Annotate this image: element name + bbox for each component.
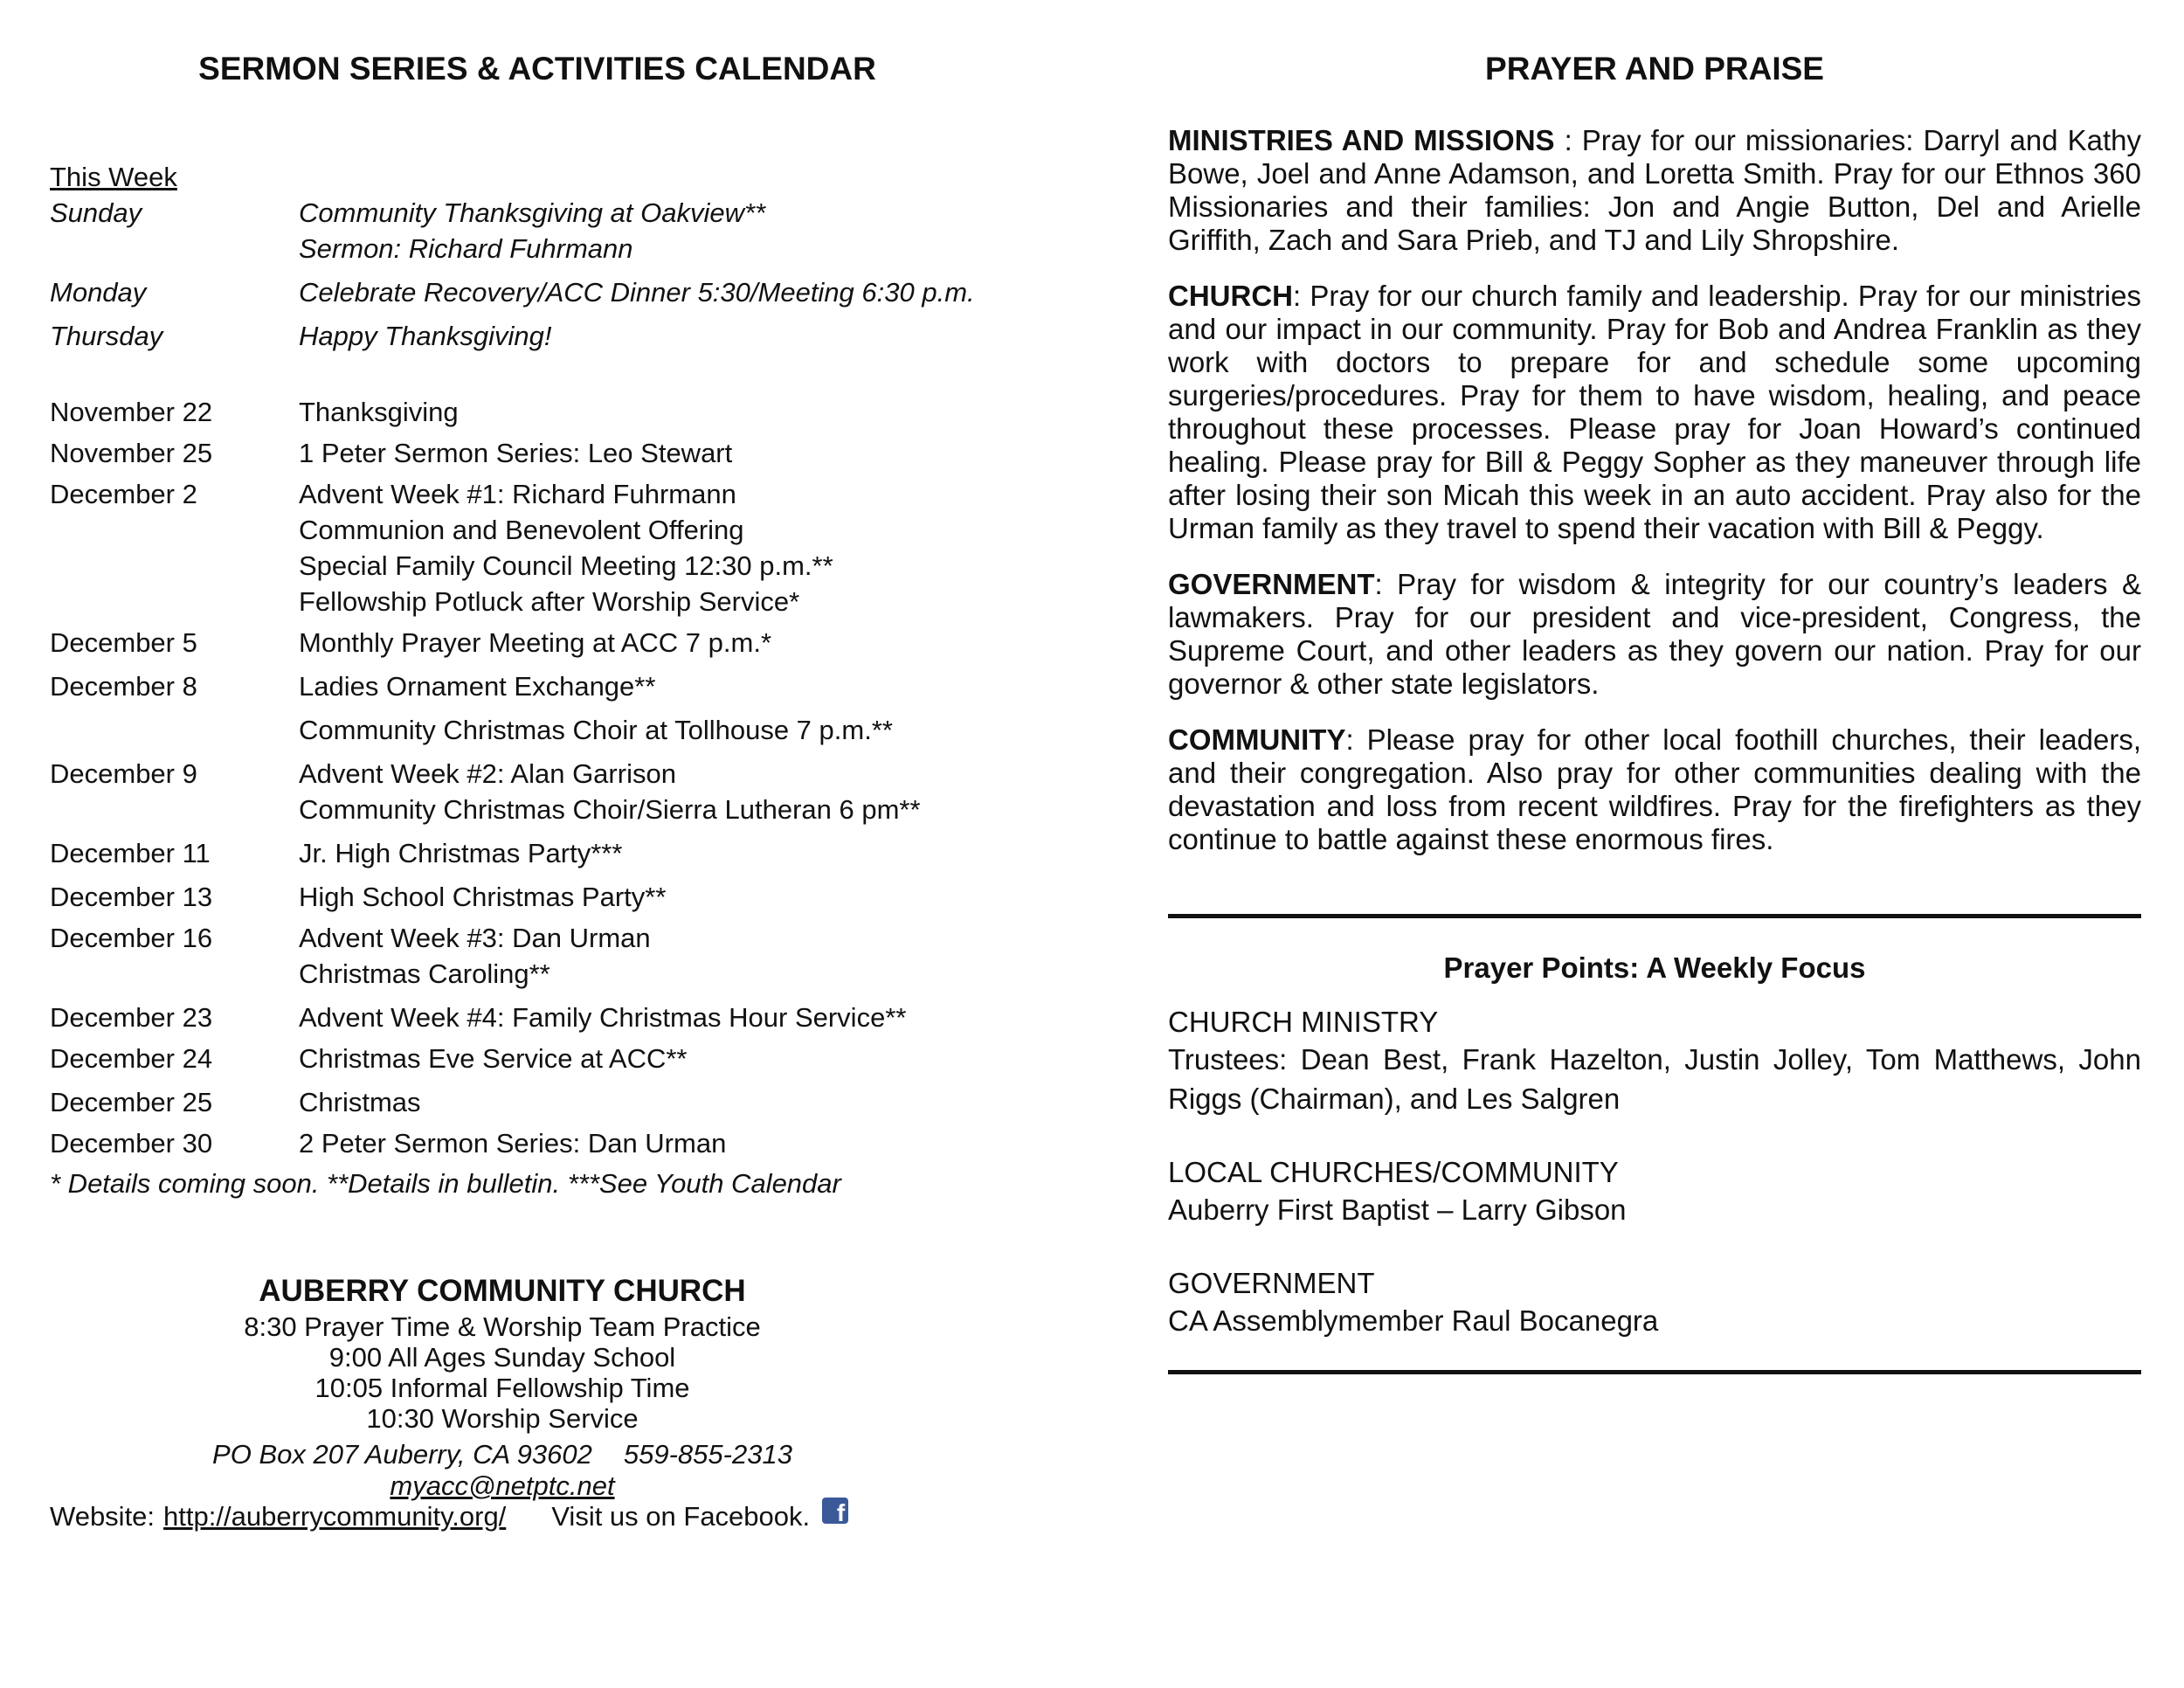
calendar-row — [50, 835, 1028, 871]
prayer-section-separator: : — [1374, 568, 1383, 600]
facebook-text: Visit us on Facebook. — [551, 1501, 811, 1532]
calendar-row — [50, 625, 1028, 661]
prayer-section-heading: CHURCH — [1168, 280, 1293, 312]
calendar-date: December 9 — [50, 758, 197, 789]
prayer-point-text: Trustees: Dean Best, Frank Hazelton, Justin Jolley, Tom Matthews, John Riggs (Chairman), and Les Salgren — [1168, 1043, 2141, 1115]
prayer-section-heading: COMMUNITY — [1168, 723, 1346, 756]
website-label: Website: — [50, 1501, 156, 1532]
prayer-section-text: Please pray for other local foothill churches, their leaders, and their congregation. Also pray for other communities dealing with the devastation and loss from recent wildfires. Pray for the firefighters as they continue to battle against these enormous fires. — [1168, 723, 2141, 855]
calendar-date: December 16 — [50, 923, 213, 953]
calendar-event: 2 Peter Sermon Series: Dan Urman — [299, 1128, 727, 1159]
calendar-event: Monthly Prayer Meeting at ACC 7 p.m.* — [299, 627, 772, 658]
calendar-row — [50, 1000, 1028, 1035]
prayer-section-text: Pray for our church family and leadership. Pray for our ministries and our impact in our community. Pray for Bob and Andrea Franklin as they work with doctors to prepare for and schedule some upcoming surgeries/procedures. Pray for them to have wisdom, healing, and peace throughout these processes. Please pray for Joan Howard’s continued healing. Please pray for Bill & Peggy Sopher as they maneuver through life after losing their son Micah this week in an auto accident. Pray also for the Urman family as they travel to spend their vacation with Bill & Peggy. — [1168, 280, 2141, 544]
calendar-date: December 30 — [50, 1128, 213, 1159]
website-link[interactable]: http://auberrycommunity.org/ — [163, 1501, 507, 1532]
this-week-day: Thursday — [50, 321, 163, 351]
prayer-section-heading: GOVERNMENT — [1168, 568, 1375, 600]
prayer-section — [1168, 568, 2141, 701]
calendar-date: November 22 — [50, 397, 213, 427]
prayer-point-text: Auberry First Baptist – Larry Gibson — [1168, 1193, 1627, 1226]
calendar-footnote: * Details coming soon. **Details in bulletin. ***See Youth Calendar — [50, 1168, 841, 1199]
calendar-date: December 11 — [50, 838, 211, 868]
church-name: AUBERRY COMMUNITY CHURCH — [259, 1274, 746, 1308]
this-week-day: Monday — [50, 277, 147, 308]
calendar-date: December 13 — [50, 882, 213, 912]
calendar-event: Community Christmas Choir at Tollhouse 7 p.m.** — [299, 715, 893, 745]
this-week-day: Sunday — [50, 197, 142, 228]
this-week-row — [50, 318, 1028, 354]
prayer-section-separator: : — [1554, 124, 1572, 156]
prayer-point-text: CA Assemblymember Raul Bocanegra — [1168, 1304, 1659, 1337]
calendar-event: Advent Week #1: Richard Fuhrmann — [299, 479, 736, 509]
prayer-section-separator: : — [1345, 723, 1354, 756]
this-week-event: Sermon: Richard Fuhrmann — [299, 233, 633, 264]
calendar-row — [50, 1084, 1028, 1120]
this-week-event: Happy Thanksgiving! — [299, 321, 552, 351]
this-week-row — [50, 274, 1028, 310]
calendar-event: Fellowship Potluck after Worship Service* — [299, 586, 800, 617]
calendar-date: December 25 — [50, 1087, 213, 1117]
calendar-event: Christmas — [299, 1087, 421, 1117]
schedule-item: 8:30 Prayer Time & Worship Team Practice — [244, 1311, 761, 1342]
calendar-row — [50, 756, 1028, 827]
calendar-event: Ladies Ornament Exchange** — [299, 671, 656, 702]
prayer-column — [1168, 49, 2141, 1374]
calendar-event: Christmas Caroling** — [299, 958, 550, 989]
this-week-row — [50, 195, 1028, 266]
calendar-event: Jr. High Christmas Party*** — [299, 838, 623, 868]
schedule-item: 10:30 Worship Service — [366, 1403, 639, 1434]
church-address: PO Box 207 Auberry, CA 93602 — [212, 1439, 592, 1470]
prayer-section-text: Pray for wisdom & integrity for our country’s leaders & lawmakers. Pray for our president and vice-president, Congress, the Supreme Court, and other leaders as they govern our nation. Pray for our governor & other state legislators. — [1168, 568, 2141, 700]
prayer-section-heading: MINISTRIES AND MISSIONS — [1168, 124, 1555, 156]
church-contact — [13, 1439, 992, 1470]
calendar-event: Community Christmas Choir/Sierra Lutheran 6 pm** — [299, 794, 921, 825]
this-week-heading: This Week — [50, 162, 177, 192]
calendar-date: December 5 — [50, 627, 197, 658]
church-phone: 559-855-2313 — [623, 1439, 792, 1470]
calendar-event: Advent Week #3: Dan Urman — [299, 923, 651, 953]
calendar-title: SERMON SERIES & ACTIVITIES CALENDAR — [198, 51, 876, 86]
website-row — [50, 1501, 1028, 1532]
calendar-row — [50, 920, 1028, 992]
calendar-date: December 2 — [50, 479, 197, 509]
calendar-event: High School Christmas Party** — [299, 882, 667, 912]
calendar-row — [50, 668, 1028, 748]
church-info — [13, 1271, 992, 1434]
this-week-event: Community Thanksgiving at Oakview** — [299, 197, 766, 228]
calendar-row — [50, 394, 1028, 430]
service-schedule — [13, 1311, 992, 1434]
calendar-row — [50, 1041, 1028, 1076]
calendar-event: Communion and Benevolent Offering — [299, 515, 744, 545]
calendar-row — [50, 476, 1028, 619]
prayer-section-separator: : — [1293, 280, 1302, 312]
calendar-date: November 25 — [50, 438, 213, 468]
calendar-date: December 24 — [50, 1043, 213, 1074]
facebook-icon[interactable]: f — [822, 1498, 848, 1524]
calendar-row — [50, 879, 1028, 915]
calendar-event: Special Family Council Meeting 12:30 p.m.** — [299, 550, 833, 581]
this-week-event: Celebrate Recovery/ACC Dinner 5:30/Meeting 6:30 p.m. — [299, 277, 975, 308]
prayer-title: PRAYER AND PRAISE — [1485, 51, 1824, 86]
calendar-date: December 23 — [50, 1002, 213, 1033]
divider — [1168, 1370, 2141, 1374]
calendar-event: Advent Week #2: Alan Garrison — [299, 758, 676, 789]
calendar-event: Thanksgiving — [299, 397, 459, 427]
schedule-item: 9:00 All Ages Sunday School — [328, 1342, 676, 1373]
calendar-event: Advent Week #4: Family Christmas Hour Service** — [299, 1002, 907, 1033]
schedule-item: 10:05 Informal Fellowship Time — [314, 1373, 690, 1403]
prayer-point-heading: GOVERNMENT — [1168, 1267, 1375, 1299]
calendar-event: 1 Peter Sermon Series: Leo Stewart — [299, 438, 733, 468]
prayer-points-title: Prayer Points: A Weekly Focus — [1443, 951, 1866, 984]
calendar-column — [50, 49, 1028, 1532]
divider — [1168, 914, 2141, 918]
calendar-row — [50, 1125, 1028, 1161]
calendar-event: Christmas Eve Service at ACC** — [299, 1043, 688, 1074]
prayer-section — [1168, 124, 2141, 257]
church-email[interactable]: myacc@netptc.net — [390, 1470, 615, 1501]
prayer-point-heading: LOCAL CHURCHES/COMMUNITY — [1168, 1156, 1619, 1188]
calendar-row — [50, 435, 1028, 471]
prayer-point-heading: CHURCH MINISTRY — [1168, 1006, 1439, 1038]
prayer-section — [1168, 723, 2141, 856]
prayer-section — [1168, 280, 2141, 545]
prayer-section-text: Pray for our missionaries: Darryl and Kathy Bowe, Joel and Anne Adamson, and Loretta Smith. Pray for our Ethnos 360 Missionaries and their families: Jon and Angie Button, Del and Arielle Griffith, Zach and Sara Prieb, and TJ and Lily Shropshire. — [1168, 124, 2141, 256]
calendar-date: December 8 — [50, 671, 197, 702]
